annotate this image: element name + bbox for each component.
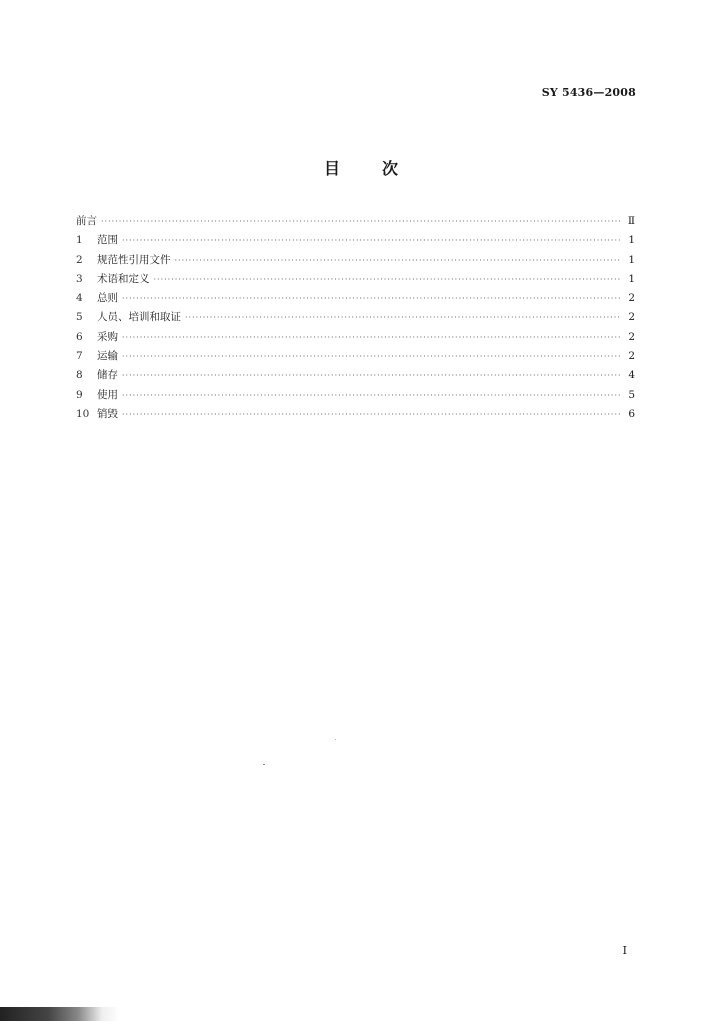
toc-dot-leader bbox=[185, 308, 621, 327]
toc-entry-label: 人员、培训和取证 bbox=[97, 311, 181, 324]
toc-entry-number: 7 bbox=[76, 350, 83, 363]
toc-entry-page: 2 bbox=[628, 350, 635, 363]
toc-entry-label: 销毁 bbox=[97, 407, 118, 420]
scan-speck bbox=[335, 739, 336, 740]
toc-entry-number: 5 bbox=[76, 311, 83, 324]
toc-title bbox=[0, 156, 724, 179]
toc-entry-number: 6 bbox=[76, 330, 83, 343]
toc-entry-foreword[interactable] bbox=[76, 212, 635, 231]
toc-entry-number: 2 bbox=[76, 253, 83, 266]
toc-entry-8[interactable] bbox=[76, 366, 635, 385]
toc-title-char-1: 目 bbox=[323, 159, 342, 178]
toc-entry-number: 10 bbox=[76, 407, 90, 420]
toc-dot-leader bbox=[154, 270, 622, 289]
toc-entry-page: 5 bbox=[628, 388, 635, 401]
toc-dot-leader bbox=[122, 231, 621, 250]
toc-entry-page: 1 bbox=[628, 234, 635, 247]
toc-dot-leader bbox=[122, 328, 621, 347]
toc-dot-leader bbox=[122, 366, 621, 385]
toc-entry-4[interactable] bbox=[76, 289, 635, 308]
toc-entry-label: 术语和定义 bbox=[97, 272, 150, 285]
toc-entry-number: 8 bbox=[76, 369, 83, 382]
toc-entry-label: 规范性引用文件 bbox=[97, 253, 171, 266]
toc-entry-label: 总则 bbox=[97, 292, 118, 305]
page-number: I bbox=[622, 944, 627, 957]
standard-code: SY 5436—2008 bbox=[541, 86, 636, 99]
toc-entry-page: 6 bbox=[628, 407, 635, 420]
toc-entry-label: 前言 bbox=[76, 215, 97, 227]
toc-dot-leader bbox=[122, 405, 621, 424]
toc-entry-number: 9 bbox=[76, 388, 83, 401]
toc-entry-label: 储存 bbox=[97, 369, 118, 382]
toc-entry-6[interactable] bbox=[76, 328, 635, 347]
toc-dot-leader bbox=[122, 386, 621, 405]
toc-entry-page: 4 bbox=[628, 369, 635, 382]
toc-entry-label: 范围 bbox=[97, 234, 118, 247]
scan-speck bbox=[263, 764, 265, 765]
toc-entry-page: 1 bbox=[628, 272, 635, 285]
toc-entry-9[interactable] bbox=[76, 386, 635, 405]
toc-dot-leader bbox=[175, 251, 622, 270]
toc-entry-page: Ⅱ bbox=[627, 215, 635, 227]
toc-title-char-2: 次 bbox=[382, 159, 401, 178]
toc-dot-leader bbox=[122, 289, 621, 308]
scan-edge-artifact bbox=[0, 1007, 120, 1021]
toc-dot-leader bbox=[101, 212, 621, 231]
toc-entry-page: 2 bbox=[628, 330, 635, 343]
toc-entry-7[interactable] bbox=[76, 347, 635, 366]
toc-entry-3[interactable] bbox=[76, 270, 635, 289]
toc-entry-label: 运输 bbox=[97, 350, 118, 363]
toc-entry-2[interactable] bbox=[76, 251, 635, 270]
toc-entry-10[interactable] bbox=[76, 405, 635, 424]
toc-dot-leader bbox=[122, 347, 621, 366]
toc-entry-number: 4 bbox=[76, 292, 83, 305]
table-of-contents bbox=[76, 212, 635, 424]
toc-entry-page: 2 bbox=[628, 311, 635, 324]
toc-entry-1[interactable] bbox=[76, 231, 635, 250]
toc-entry-label: 使用 bbox=[97, 388, 118, 401]
toc-entry-5[interactable] bbox=[76, 308, 635, 327]
toc-entry-label: 采购 bbox=[97, 330, 118, 343]
toc-entry-page: 2 bbox=[628, 292, 635, 305]
toc-entry-number: 3 bbox=[76, 272, 83, 285]
toc-entry-page: 1 bbox=[628, 253, 635, 266]
toc-entry-number: 1 bbox=[76, 234, 83, 247]
